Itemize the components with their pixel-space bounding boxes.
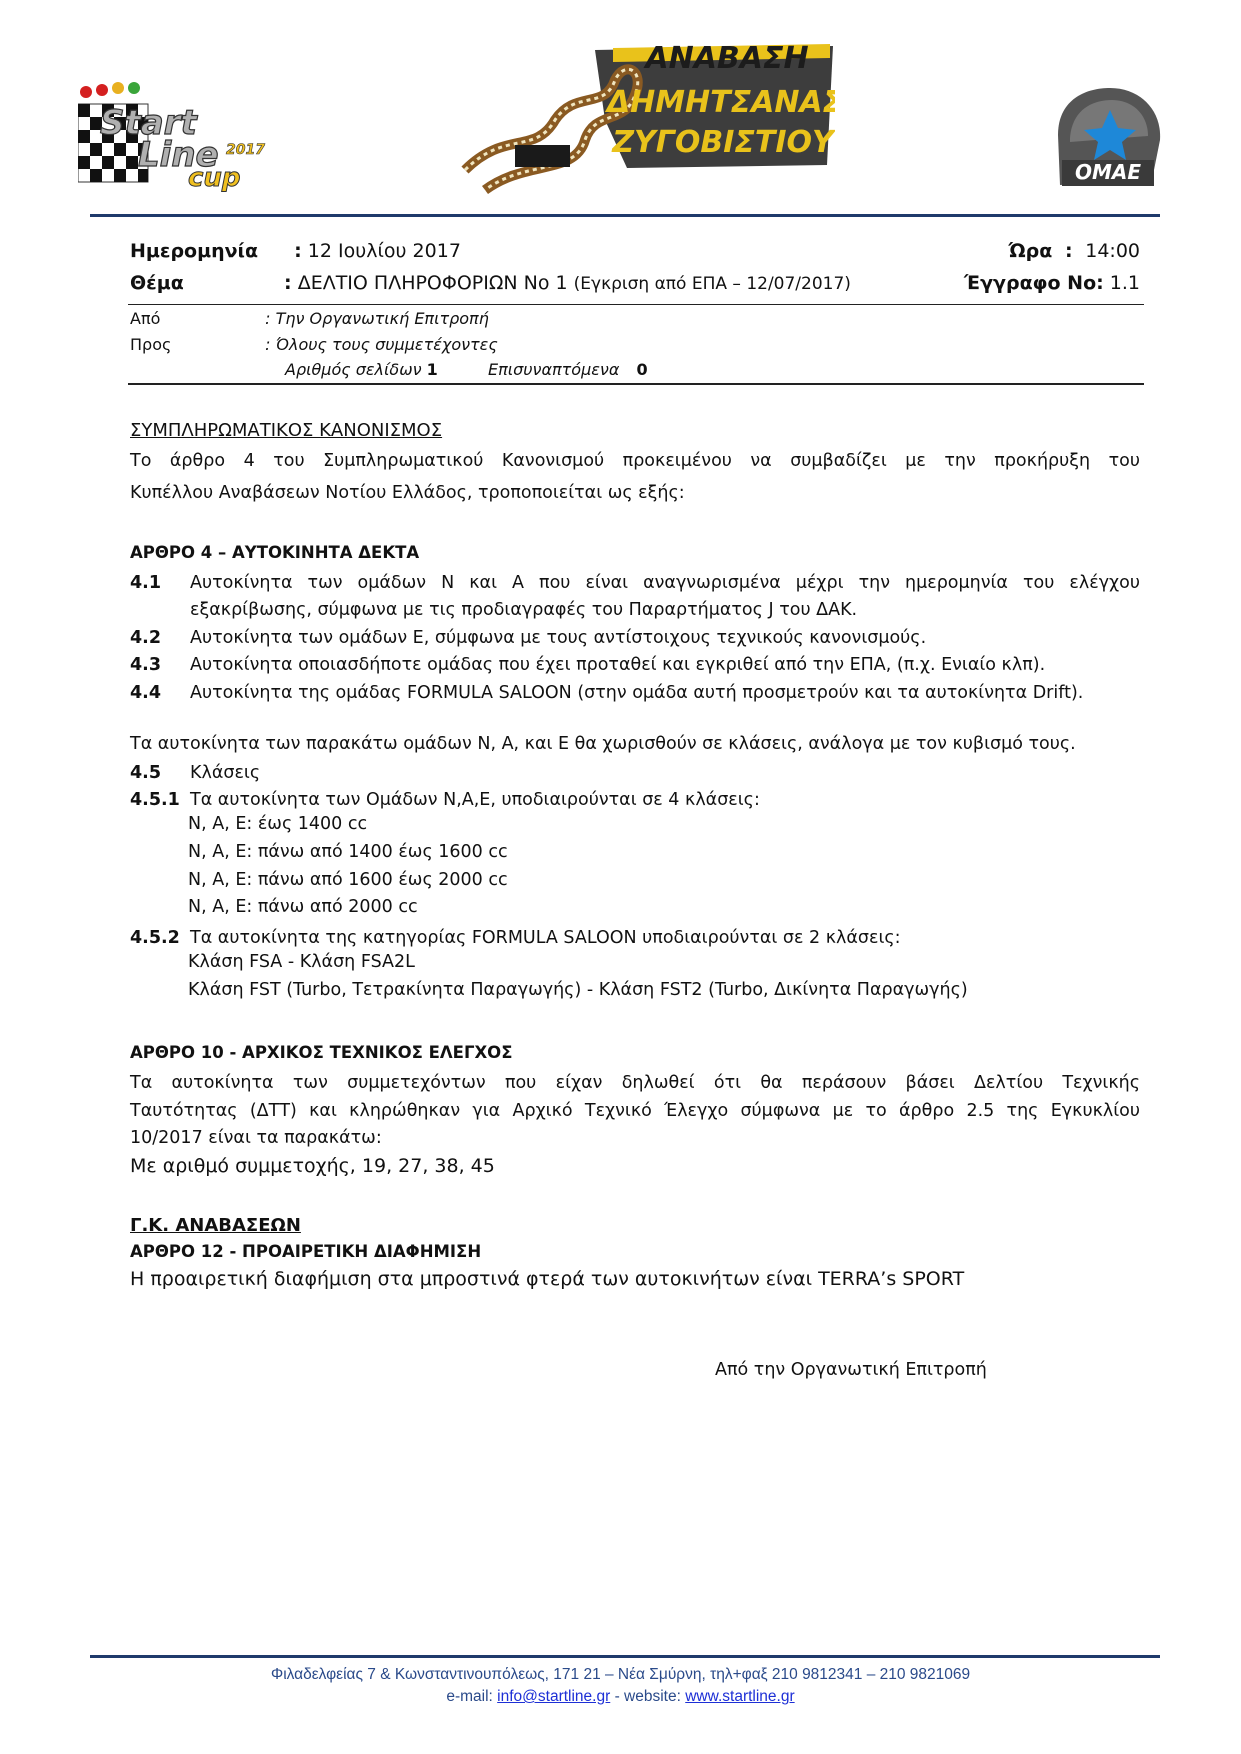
article10-entry-numbers: Με αριθμό συμμετοχής, 19, 27, 38, 45 [130,1155,495,1177]
to-value: Όλους τους συμμετέχοντες [275,335,498,354]
attach-value: 0 [636,360,648,379]
from-colon: : [265,309,276,328]
article12-text: Η προαιρετική διαφήμιση στα μπροστινά φτερά των αυτοκινήτων είναι TERRA’s SPORT [130,1268,965,1290]
pages-value: 1 [426,360,438,379]
doc-value: 1.1 [1109,272,1140,294]
subject-note: (Εγκριση από ΕΠΑ – 12/07/2017) [573,274,851,294]
article-item-4-5-1 [130,787,1140,814]
item-number: 4.4 [130,683,162,703]
website-link[interactable]: www.startline.gr [685,1688,795,1705]
article-item [130,570,1140,624]
article4-title: ΑΡΘΡΟ 4 – ΑΥΤΟΚΙΝΗΤΑ ΔΕΚΤΑ [130,543,420,562]
svg-text:ΖΥΓΟΒΙΣΤΙΟΥ: ΖΥΓΟΒΙΣΤΙΟΥ [612,125,834,160]
doc-label: Έγγραφο Νο: [964,272,1104,294]
item-number: 4.5.1 [130,790,180,810]
meta-pages-row [285,360,648,379]
date-label: Ημερομηνία [130,240,259,262]
item-text: Αυτοκίνητα των ομάδων Ε, σύμφωνα με τους αντίστοιχους τεχνικούς κανονισμούς. [190,628,927,648]
subject-main: ΔΕΛΤΙΟ ΠΛΗΡΟΦΟΡΙΩΝ Νο 1 [297,272,568,294]
class-entry: Ν, Α, Ε: πάνω από 2000 cc [188,897,418,917]
date-value: 12 Ιουλίου 2017 [307,240,461,262]
item-number: 4.5 [130,763,162,783]
article12-title: ΑΡΘΡΟ 12 - ΠΡΟΑΙΡΕΤΙΚΗ ΔΙΑΦΗΜΙΣΗ [130,1242,482,1261]
pages-label: Αριθμός σελίδων [285,360,422,379]
svg-text:cup: cup [188,163,241,192]
item-number: 4.1 [130,573,162,593]
attach-label: Επισυναπτόμενα [487,360,620,379]
item-text: Αυτοκίνητα της ομάδας FORMULA SALOON (στην ομάδα αυτή προσμετρούν και τα αυτοκίνητα Drift). [190,683,1084,703]
omae-logo [1040,80,1170,200]
class-entry: Ν, Α, Ε: έως 1400 cc [188,814,368,834]
item-text: Τα αυτοκίνητα των Ομάδων Ν,Α,Ε, υποδιαιρούνται σε 4 κλάσεις: [190,790,760,810]
class-entry: Ν, Α, Ε: πάνω από 1600 έως 2000 cc [188,870,508,890]
item-number: 4.3 [130,655,162,675]
article10-line3: 10/2017 είναι τα παρακάτω: [130,1128,382,1148]
article-item [130,680,1140,707]
header-divider [90,214,1160,217]
article-item-4-5-2 [130,925,1140,952]
svg-text:ΔΗΜΗΤΣΑΝΑΣ: ΔΗΜΗΤΣΑΝΑΣ [606,85,835,120]
item-number: 4.2 [130,628,162,648]
footer-address: Φιλαδελφείας 7 & Κωνσταντινουπόλεως, 171 21 – Νέα Σμύρνη, τηλ+φαξ 210 9812341 – 210 9821069 [270,1666,971,1683]
meta-divider [128,304,1144,305]
startline-cup-logo [78,82,268,192]
subject-colon: : [284,272,292,294]
time-label: Ώρα [1008,240,1053,262]
footer-divider [90,1655,1160,1658]
article-item-4-5 [130,760,1140,787]
email-link[interactable]: info@startline.gr [497,1688,611,1705]
classes-note: Τα αυτοκίνητα των παρακάτω ομάδων Ν, Α, και Ε θα χωρισθούν σε κλάσεις, ανάλογα με τον κυβισμό τους. [130,734,1076,754]
article-item [130,625,1140,652]
to-label: Προς [130,335,172,354]
date-colon: : [294,240,302,262]
email-label: e-mail: [446,1688,493,1705]
item-number: 4.5.2 [130,928,180,948]
section1-intro-line2: Κυπέλλου Αναβάσεων Νοτίου Ελλάδος, τροποποιείται ως εξής: [130,483,685,503]
article10-line1: Τα αυτοκίνητα των συμμετεχόντων που είχαν δηλωθεί ότι θα περάσουν βάσει Δελτίου Τεχνικής [130,1073,1140,1093]
website-label: - website: [614,1688,681,1705]
item-text: Κλάσεις [190,763,261,783]
svg-text:ΑΝΑΒΑΣΗ: ΑΝΑΒΑΣΗ [645,41,809,76]
svg-text:Line: Line [138,135,219,175]
article-item [130,652,1140,679]
section-supplementary-regulations-title: ΣΥΜΠΛΗΡΩΜΑΤΙΚΟΣ ΚΑΝΟΝΙΣΜΟΣ [130,420,443,441]
class-entry: Κλάση FSA - Κλάση FSA2L [188,952,415,972]
item-text: Αυτοκίνητα οποιασδήποτε ομάδας που έχει προταθεί και εγκριθεί από την ΕΠΑ, (π.χ. Ενιαίο κλπ). [190,655,1046,675]
section1-intro-line1: Το άρθρο 4 του Συμπληρωματικού Κανονισμού προκειμένου να συμβαδίζει με την προκήρυξη του [130,451,1140,471]
meta-date-row [130,240,1140,262]
from-label: Από [130,309,161,328]
section-hillclimb-rules-title: Γ.Κ. ΑΝΑΒΑΣΕΩΝ [130,1215,301,1236]
to-colon: : [265,335,276,354]
svg-text:Start: Start [100,103,197,143]
subject-label: Θέμα [130,272,184,294]
article10-title: ΑΡΘΡΟ 10 - ΑΡΧΙΚΟΣ ΤΕΧΝΙΚΟΣ ΕΛΕΓΧΟΣ [130,1043,513,1062]
item-text: Αυτοκίνητα των ομάδων Ν και Α που είναι αναγνωρισμένα μέχρι την ημερομηνία του ελέγχου εξακρίβωσης, σύμφωνα με τις προδιαγραφές του Παραρτήματος J του ΔΑΚ. [190,573,1140,620]
item-text: Τα αυτοκίνητα της κατηγορίας FORMULA SALOON υποδιαιρούνται σε 2 κλάσεις: [190,928,901,948]
meta-subject-row [130,272,1140,294]
anavasi-event-logo [445,40,835,205]
svg-text:ΟΜΑΕ: ΟΜΑΕ [1074,160,1142,184]
article10-line2: Ταυτότητας (ΔΤΤ) και κληρώθηκαν για Αρχικό Τεχνικό Έλεγχο σύμφωνα με το άρθρο 2.5 της Εγκυκλίου [130,1101,1140,1121]
signature: Από την Οργανωτική Επιτροπή [715,1360,987,1380]
meta-to-row [130,335,498,354]
svg-text:2017: 2017 [226,142,265,158]
time-colon: : [1058,240,1080,262]
meta-bottom-divider [128,383,1144,385]
class-entry: Ν, Α, Ε: πάνω από 1400 έως 1600 cc [188,842,508,862]
time-value: 14:00 [1085,240,1140,262]
meta-from-row [130,309,489,328]
from-value: Την Οργανωτική Επιτροπή [275,309,489,328]
footer-contact [0,1688,1241,1706]
class-entry: Κλάση FST (Turbo, Τετρακίνητα Παραγωγής) - Κλάση FST2 (Turbo, Δικίνητα Παραγωγής) [188,980,968,1000]
